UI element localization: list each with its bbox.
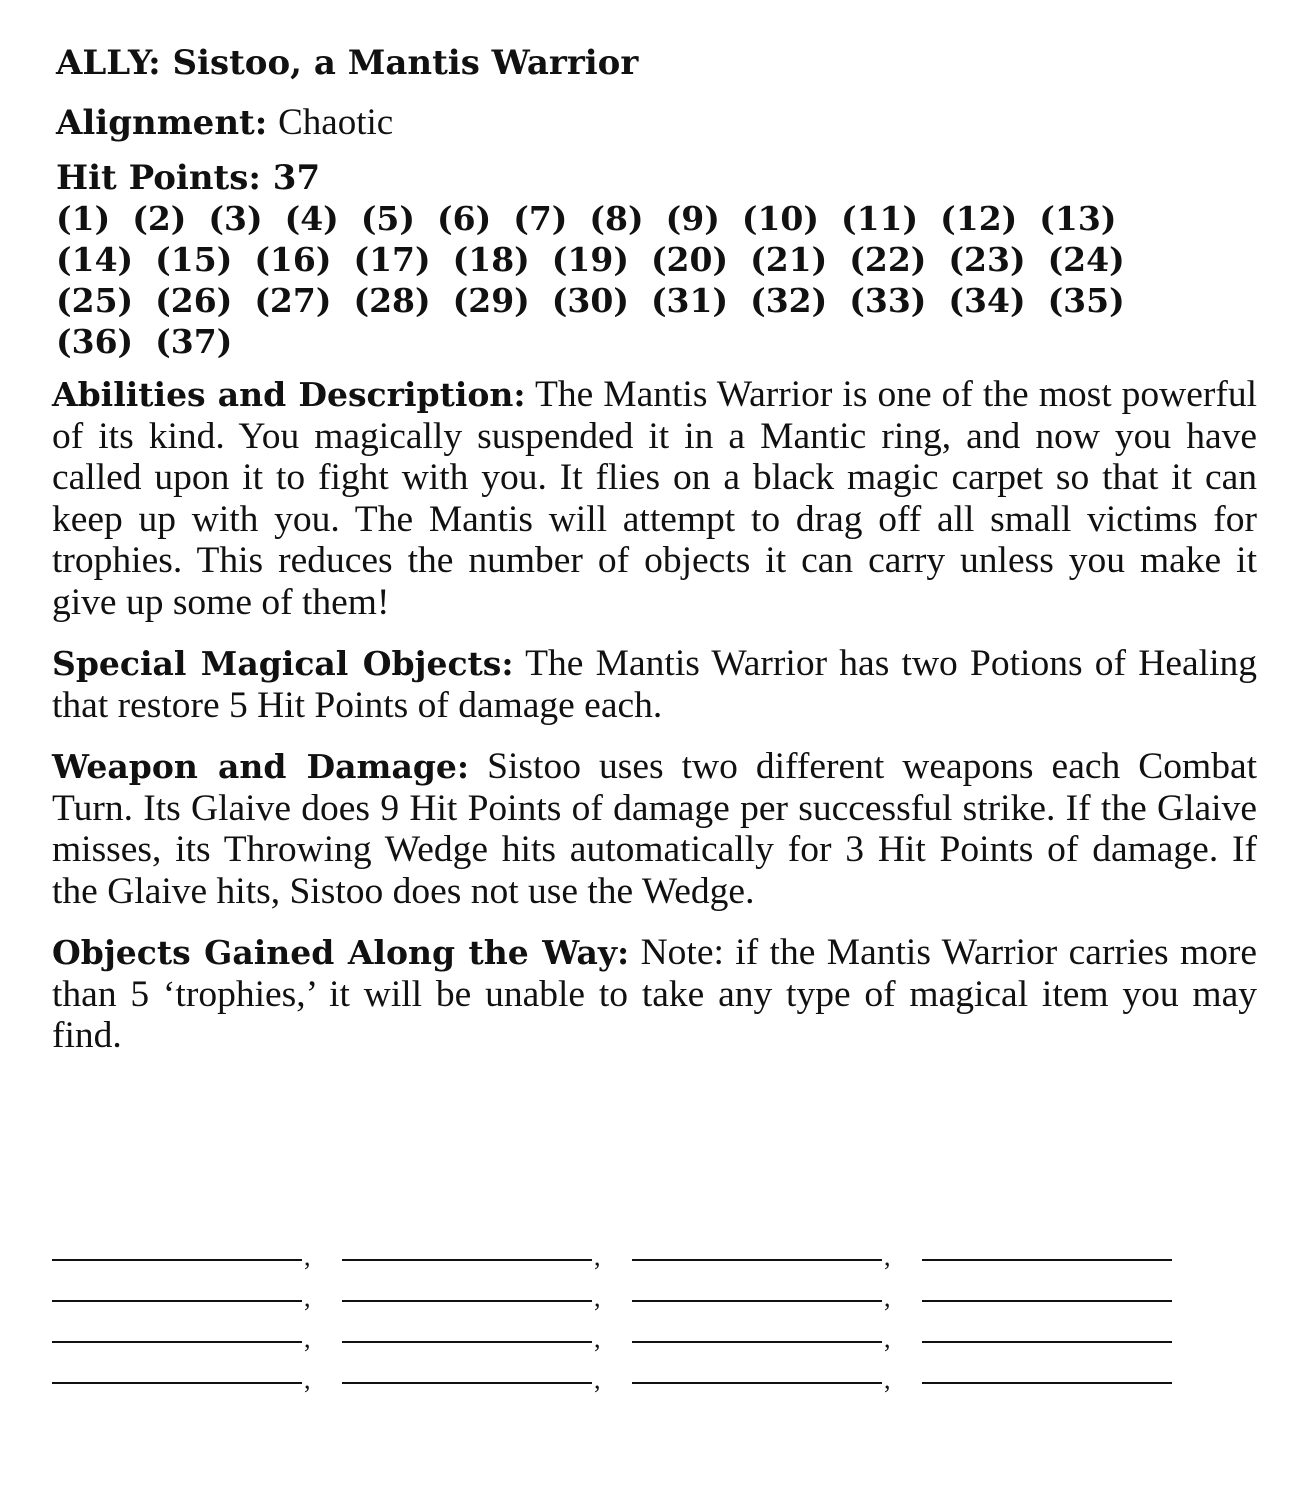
comma-separator: , (304, 1324, 311, 1353)
object-blank-line[interactable] (52, 1274, 302, 1302)
hit-point-box[interactable]: (26) (155, 281, 233, 320)
alignment-line (56, 100, 1257, 146)
hit-point-box[interactable]: (23) (948, 240, 1026, 279)
hit-point-box[interactable]: (36) (56, 322, 134, 361)
object-blank-line[interactable] (922, 1356, 1172, 1384)
hit-point-box[interactable]: (15) (155, 240, 233, 279)
hit-point-track (56, 198, 1216, 362)
object-blank-line[interactable] (632, 1315, 882, 1343)
hit-point-box[interactable]: (13) (1039, 199, 1117, 238)
weapon-label: Weapon and Damage: (52, 747, 470, 786)
hit-point-box[interactable]: (18) (452, 240, 530, 279)
comma-separator: , (884, 1365, 891, 1394)
hit-point-box[interactable]: (37) (155, 322, 233, 361)
hit-point-box[interactable]: (21) (750, 240, 828, 279)
abilities-text: The Mantis Warrior is one of the most powerful of its kind. You magically suspended it in a Mantic ring, and now you have called upon it to fight with you. It flies on a black magic carpet so that it can keep up with you. The Mantis will attempt to drag off all small victims for trophies. This reduces the number of objects it can carry unless you make it give up some of them! (52, 374, 1258, 623)
hit-point-box[interactable]: (29) (452, 281, 530, 320)
alignment-label: Alignment: (56, 103, 268, 143)
objects-gained-section (52, 932, 1257, 1057)
blank-row (52, 1302, 1172, 1353)
comma-separator: , (884, 1283, 891, 1312)
hit-point-box[interactable]: (19) (551, 240, 629, 279)
hit-point-box[interactable]: (30) (551, 281, 629, 320)
hit-point-box[interactable]: (22) (849, 240, 927, 279)
hit-point-box[interactable]: (20) (650, 240, 729, 279)
object-blank-line[interactable] (342, 1233, 592, 1261)
hit-point-box[interactable]: (5) (360, 199, 416, 238)
objects-gained-text: Note: if the Mantis Warrior carries more than 5 ‘trophies,’ it will be unable to take any type of magical item you may find. (52, 932, 1258, 1056)
comma-separator: , (884, 1324, 891, 1353)
object-blank-line[interactable] (632, 1233, 882, 1261)
hit-point-box[interactable]: (24) (1047, 240, 1125, 279)
hit-point-box[interactable]: (11) (840, 199, 919, 238)
weapon-text: Sistoo uses two different weapons each Combat Turn. Its Glaive does 9 Hit Points of damage per successful strike. If the Glaive misses, its Throwing Wedge hits automatically for 3 Hit Points of damage. If the Glaive hits, Sistoo does not use the Wedge. (52, 746, 1258, 912)
special-objects-text: The Mantis Warrior has two Potions of Healing that restore 5 Hit Points of damage each. (52, 643, 1257, 726)
ally-title: ALLY: Sistoo, a Mantis Warrior (56, 43, 639, 83)
object-blank-line[interactable] (632, 1356, 882, 1384)
hit-point-box[interactable]: (17) (353, 240, 431, 279)
hit-points-heading: Hit Points: 37 (56, 158, 321, 198)
comma-separator: , (304, 1365, 311, 1394)
hit-point-box[interactable]: (27) (254, 281, 332, 320)
hit-point-box[interactable]: (1) (56, 199, 111, 238)
comma-separator: , (594, 1324, 601, 1353)
object-blank-line[interactable] (342, 1274, 592, 1302)
comma-separator: , (594, 1365, 601, 1394)
object-blank-line[interactable] (52, 1356, 302, 1384)
hit-point-box[interactable]: (8) (589, 199, 644, 238)
object-blank-line[interactable] (52, 1315, 302, 1343)
hit-point-box[interactable]: (32) (750, 281, 828, 320)
hit-point-box[interactable]: (10) (741, 199, 819, 238)
comma-separator: , (304, 1283, 311, 1312)
abilities-label: Abilities and Description: (52, 375, 526, 414)
comma-separator: , (594, 1283, 601, 1312)
blank-row (52, 1220, 1172, 1271)
object-blank-line[interactable] (632, 1274, 882, 1302)
hit-point-box[interactable]: (3) (208, 199, 263, 238)
object-blank-line[interactable] (922, 1315, 1172, 1343)
blank-row (52, 1261, 1172, 1312)
abilities-section (52, 374, 1257, 623)
object-blank-line[interactable] (922, 1233, 1172, 1261)
hit-point-box[interactable]: (16) (254, 240, 332, 279)
comma-separator: , (304, 1242, 311, 1271)
blank-row (52, 1343, 1172, 1394)
objects-blank-lines (52, 1220, 1172, 1394)
hit-point-box[interactable]: (6) (437, 199, 492, 238)
hit-point-box[interactable]: (14) (56, 240, 134, 279)
object-blank-line[interactable] (342, 1315, 592, 1343)
comma-separator: , (884, 1242, 891, 1271)
hit-point-box[interactable]: (9) (665, 199, 720, 238)
hit-point-box[interactable]: (35) (1047, 281, 1125, 320)
alignment-value: Chaotic (278, 102, 394, 143)
hit-point-box[interactable]: (25) (56, 281, 134, 320)
hit-point-box[interactable]: (34) (948, 281, 1026, 320)
hit-point-box[interactable]: (2) (132, 199, 187, 238)
object-blank-line[interactable] (342, 1356, 592, 1384)
special-objects-section (52, 643, 1257, 726)
objects-gained-label: Objects Gained Along the Way: (52, 933, 630, 972)
hit-point-box[interactable]: (12) (940, 199, 1018, 238)
comma-separator: , (594, 1242, 601, 1271)
object-blank-line[interactable] (922, 1274, 1172, 1302)
hit-point-box[interactable]: (28) (353, 281, 431, 320)
special-objects-label: Special Magical Objects: (52, 644, 514, 683)
hit-point-box[interactable]: (31) (650, 281, 729, 320)
hit-point-box[interactable]: (4) (284, 199, 339, 238)
weapon-section (52, 746, 1257, 912)
object-blank-line[interactable] (52, 1233, 302, 1261)
character-card (52, 40, 1257, 1077)
hit-point-box[interactable]: (7) (513, 199, 568, 238)
hit-point-box[interactable]: (33) (849, 281, 927, 320)
